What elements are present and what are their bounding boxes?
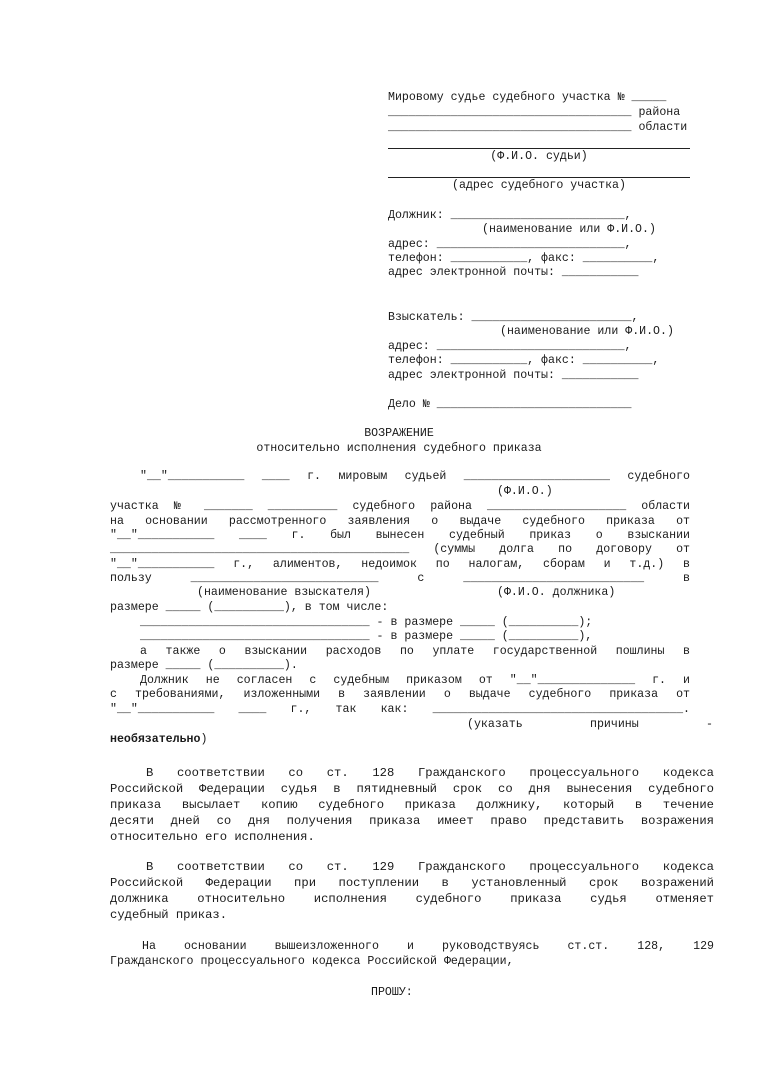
debtor-email: адрес электронной почты: ___________ [388, 266, 639, 279]
para2-line-3: должника относительно исполнения судебного приказа судья отменяет [110, 892, 714, 906]
para2-line-4: судебный приказ. [110, 908, 228, 922]
body-line-6: "__"___________ г., алиментов, недоимок по налогам, сборам и т.д.) в [110, 558, 690, 571]
body-line-1: "__"___________ ____ г. мировым судьей _____________________ судебного [140, 470, 690, 483]
claimant-address: адрес: ___________________________, [388, 340, 632, 353]
body-line-13: Должник не согласен с судебным приказом от "__"______________ г. и [140, 674, 690, 687]
para1-line-2: Российской Федерации судья в пятидневный срок со дня вынесения судебного [110, 782, 714, 796]
court-address-line [388, 177, 690, 178]
reasons-caption: (указать причины - [467, 718, 713, 731]
body-line-8: размере _____ (__________), в том числе: [110, 601, 389, 614]
debtor-phone-fax: телефон: ___________, факс: __________, [388, 252, 660, 265]
claimant-name-caption-2: (наименование взыскателя) [197, 586, 371, 599]
body-line-11: а также о взыскании расходов по уплате государственной пошлины в [140, 645, 690, 658]
para3-line-1: На основании вышеизложенного и руководствуясь ст.ст. 128, 129 [142, 940, 714, 953]
body-line-9: _________________________________ - в размере _____ (__________); [140, 616, 593, 629]
request-heading: ПРОШУ: [371, 986, 413, 999]
case-number: Дело № ____________________________ [388, 398, 632, 411]
body-line-12: размере _____ (__________). [110, 659, 298, 672]
para1-line-1: В соответствии со ст. 128 Гражданского процессуального кодекса [146, 766, 714, 780]
judge-name-line [388, 148, 690, 149]
debtor-address: адрес: ___________________________, [388, 238, 632, 251]
document-subtitle: относительно исполнения судебного приказа [256, 442, 542, 455]
body-line-4: "__"___________ ____ г. был вынесен судебный приказ о взыскании [110, 529, 690, 542]
judge-fio-caption-2: (Ф.И.О.) [497, 485, 553, 498]
para3-line-2: Гражданского процессуального кодекса Российской Федерации, [110, 955, 514, 968]
body-line-10: _________________________________ - в размере _____ (__________), [140, 630, 593, 643]
addressee-district: ___________________________________ района [388, 106, 681, 119]
claimant-phone-fax: телефон: ___________, факс: __________, [388, 354, 660, 367]
optional-close: ) [200, 733, 208, 746]
document-title: ВОЗРАЖЕНИЕ [364, 427, 434, 440]
body-line-3: на основании рассмотренного заявления о выдаче судебного приказа от [110, 515, 690, 528]
court-address-caption: (адрес судебного участка) [452, 179, 626, 192]
claimant-name-caption: (наименование или Ф.И.О.) [500, 325, 674, 338]
body-line-14: с требованиями, изложенными в заявлении о выдаче судебного приказа от [110, 688, 690, 701]
body-line-15: "__"___________ ____ г., так как: ____________________________________. [110, 703, 690, 716]
body-line-7: пользу ___________________________ с __________________________ в [110, 572, 690, 585]
claimant-email: адрес электронной почты: ___________ [388, 369, 639, 382]
optional-bold: необязательно [110, 733, 201, 746]
debtor-fio-caption: (Ф.И.О. должника) [497, 586, 616, 599]
judge-fio-caption: (Ф.И.О. судьи) [490, 150, 588, 163]
optional-note [110, 733, 207, 747]
claimant-label: Взыскатель: _______________________, [388, 311, 639, 324]
addressee-judge: Мировому судье судебного участка № _____ [388, 91, 667, 104]
para2-line-2: Российской Федерации при поступлении в установленный срок возражений [110, 876, 714, 890]
para1-line-5: относительно его исполнения. [110, 830, 315, 844]
para2-line-1: В соответствии со ст. 129 Гражданского процессуального кодекса [146, 860, 714, 874]
debtor-label: Должник: _________________________, [388, 209, 632, 222]
para1-line-4: десяти дней со дня получения приказа имеет право представить возражения [110, 814, 714, 828]
body-line-5: ___________________________________________ (суммы долга по договору от [110, 543, 690, 556]
debtor-name-caption: (наименование или Ф.И.О.) [482, 223, 656, 236]
body-line-2: участка № _______ __________ судебного района ____________________ области [110, 500, 690, 513]
para1-line-3: приказа высылает копию судебного приказа должнику, который в течение [110, 798, 714, 812]
addressee-region: ___________________________________ области [388, 121, 688, 134]
